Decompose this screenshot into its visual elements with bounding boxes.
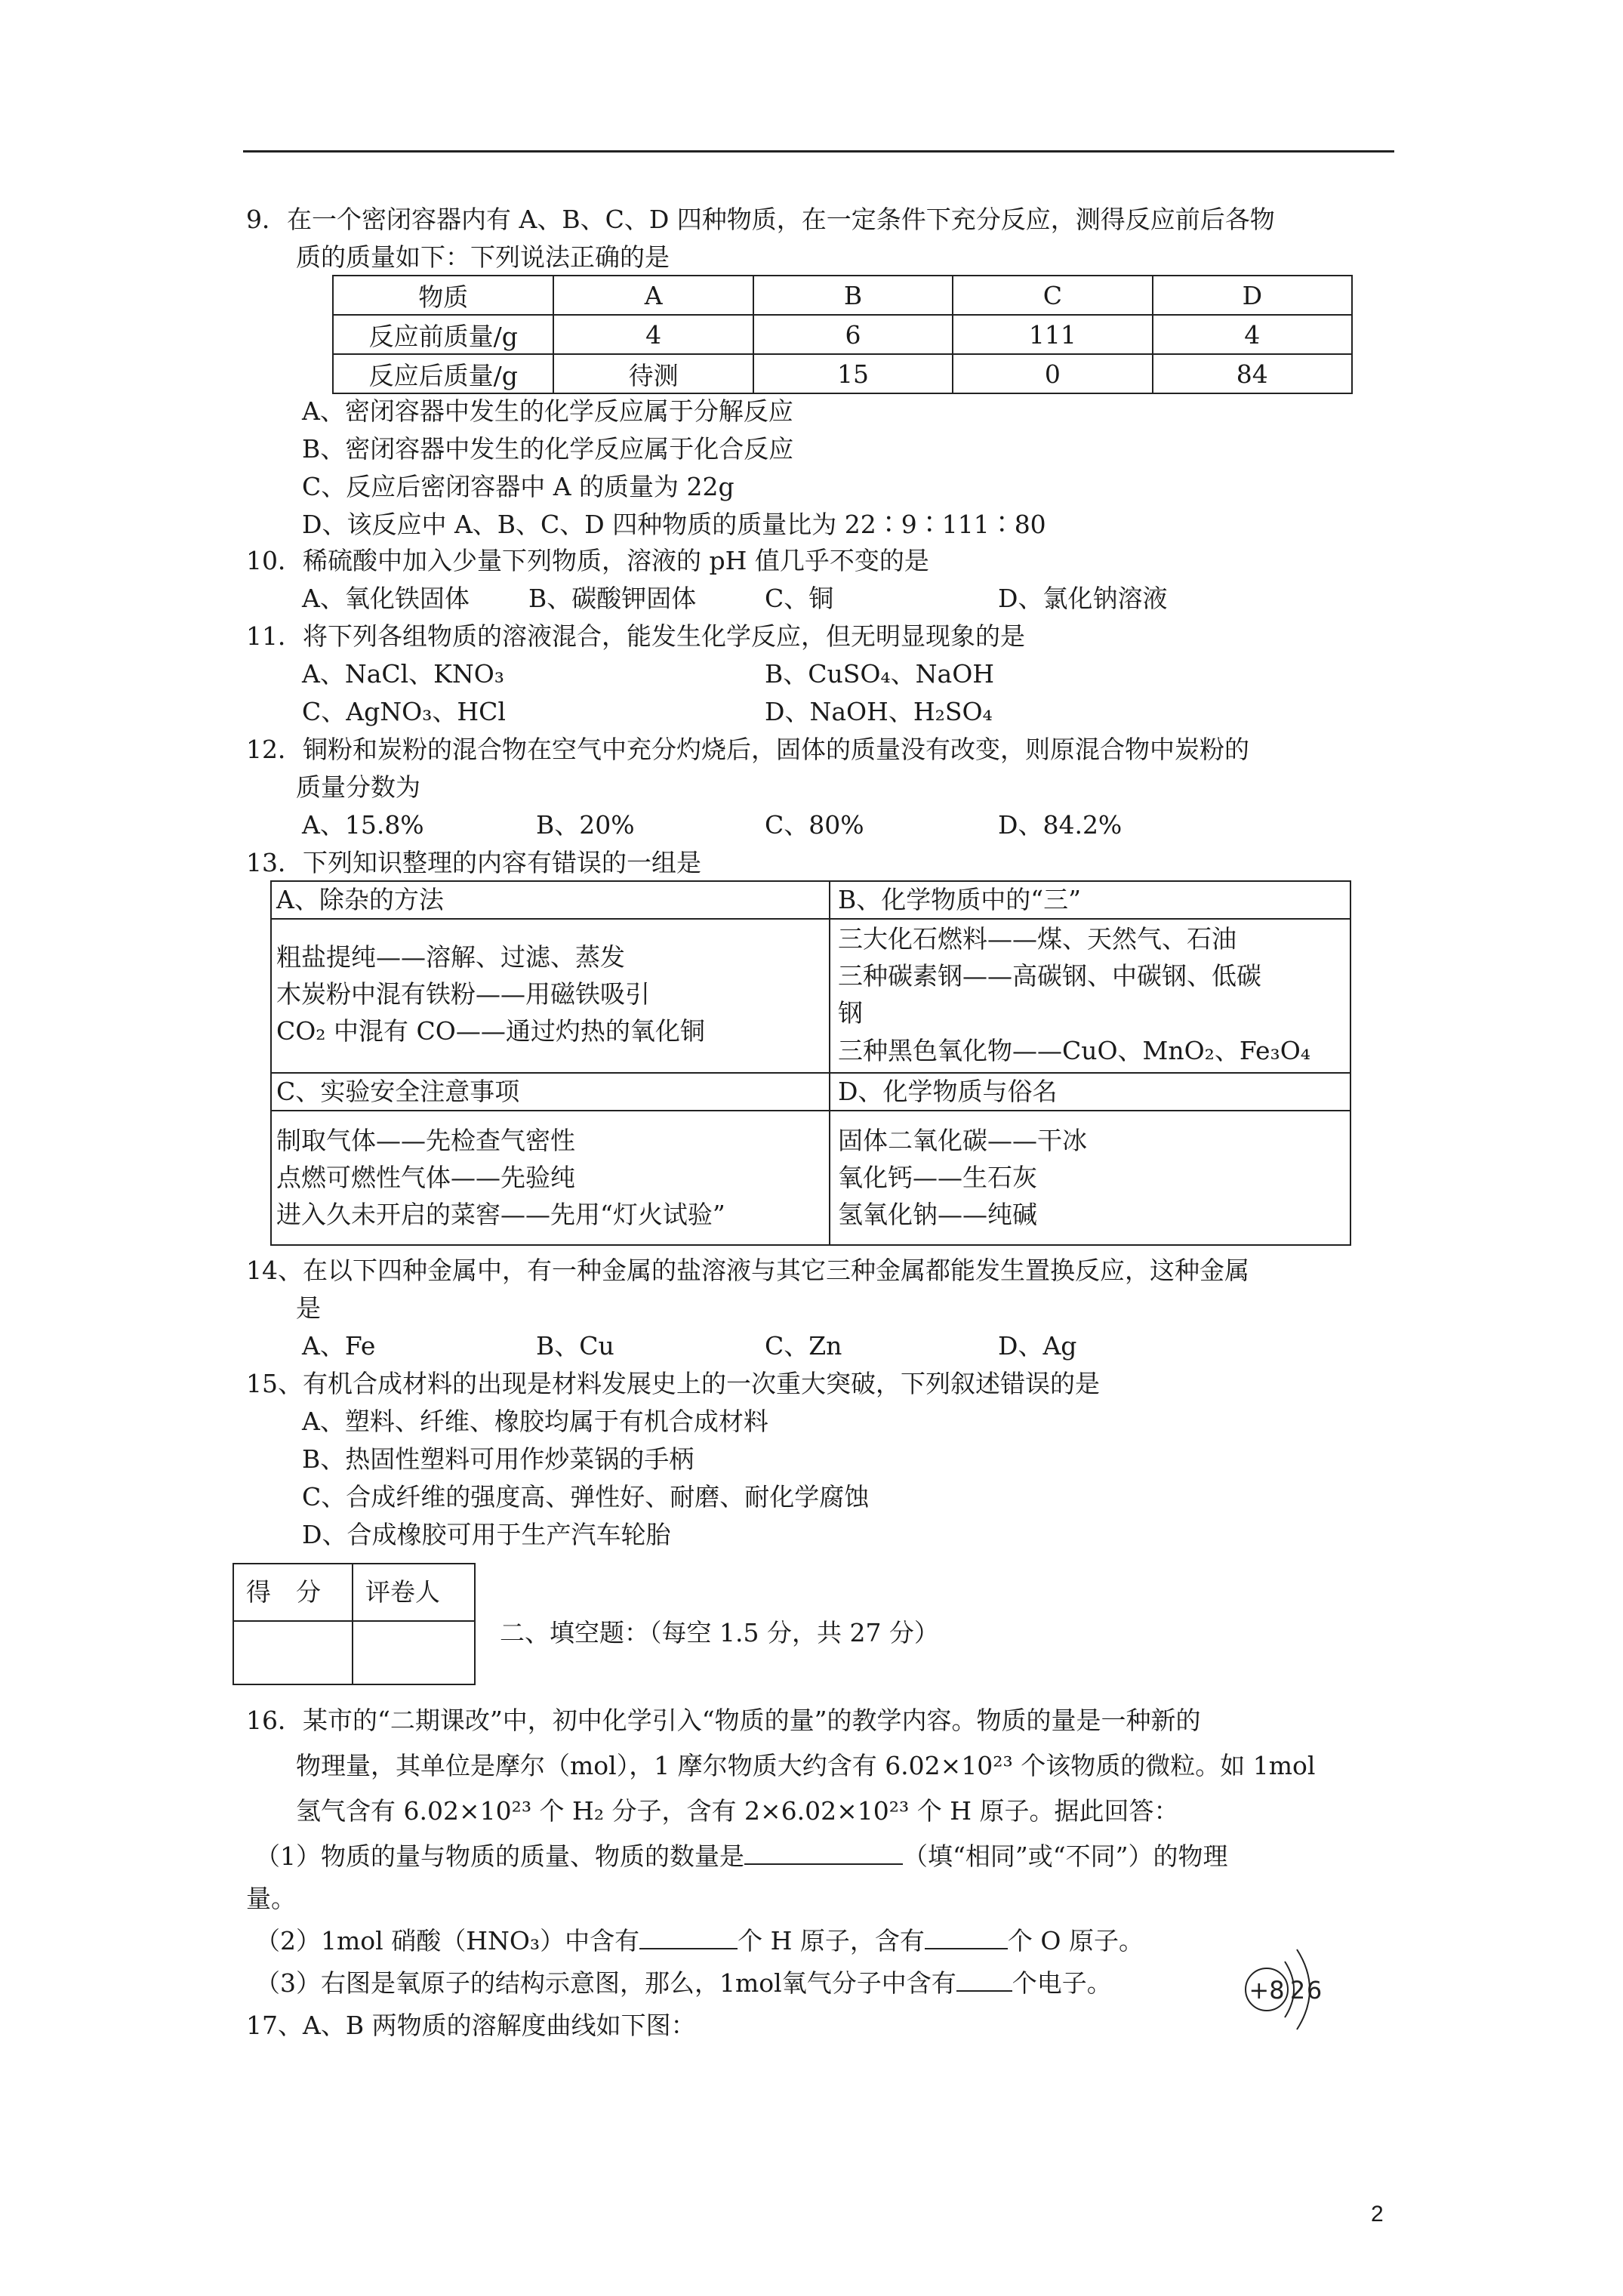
table-cell: 6 — [753, 315, 953, 354]
q15-option-c: C、合成纤维的强度高、弹性好、耐磨、耐化学腐蚀 — [302, 1482, 870, 1512]
table-cell: 反应后质量/g — [333, 354, 553, 393]
table-cell: 0 — [953, 354, 1152, 393]
header-rule — [243, 150, 1394, 153]
q13-cell-b-line: 三种黑色氧化物——CuO、MnO₂、Fe₃O₄ — [838, 1036, 1311, 1065]
q12-option-d: D、84.2% — [998, 810, 1123, 840]
q11-stem: 11．将下列各组物质的溶液混合，能发生化学反应，但无明显现象的是 — [246, 621, 1025, 651]
q16-part2-text: 个 H 原子，含有 — [738, 1926, 925, 1955]
q14-option-a: A、Fe — [302, 1331, 376, 1361]
table-cell: 111 — [953, 315, 1152, 354]
q16-part2-text: （2）1mol 硝酸（HNO₃）中含有 — [255, 1926, 640, 1955]
table-header-row — [333, 276, 1352, 315]
q12-option-c: C、80% — [765, 810, 864, 840]
table-header-cell: A — [553, 276, 753, 315]
q14-line2: 是 — [296, 1293, 321, 1323]
q13-cell-b-line: 钢 — [838, 998, 863, 1028]
q10-option-b: B、碳酸钾固体 — [528, 584, 697, 613]
grader-input[interactable] — [358, 1629, 468, 1675]
q13-cell-b-line: 三种碳素钢——高碳钢、中碳钢、低碳 — [838, 961, 1261, 991]
q10-option-a: A、氧化铁固体 — [302, 584, 470, 613]
q13-divider — [270, 1110, 1350, 1111]
q16-line2: 物理量，其单位是摩尔（mol），1 摩尔物质大约含有 6.02×10²³ 个该物质的微粒。如 1mol — [296, 1751, 1316, 1780]
q13-cell-c-line: 点燃可燃性气体——先验纯 — [276, 1163, 575, 1192]
q13-cell-c-line: 进入久未开启的菜窖——先用“灯火试验” — [276, 1200, 725, 1229]
q16-part3-text: （3）右图是氧原子的结构示意图，那么，1mol氧气分子中含有 — [255, 1968, 956, 1998]
grader-label: 评卷人 — [365, 1577, 440, 1607]
score-input[interactable] — [249, 1629, 347, 1675]
q16-part2-text: 个 O 原子。 — [1007, 1926, 1144, 1955]
q15-option-a: A、塑料、纤维、橡胶均属于有机合成材料 — [302, 1407, 768, 1436]
table-row — [333, 315, 1352, 354]
q13-divider — [270, 918, 1350, 920]
q16-part3 — [255, 1965, 1112, 2002]
table-cell: 84 — [1153, 354, 1352, 393]
table-cell: 4 — [553, 315, 753, 354]
shell1-electrons: 2 — [1289, 1976, 1306, 2005]
q15-option-d: D、合成橡胶可用于生产汽车轮胎 — [302, 1520, 671, 1549]
q9-option-b: B、密闭容器中发生的化学反应属于化合反应 — [302, 434, 794, 464]
q11-option-c: C、AgNO₃、HCl — [302, 697, 506, 726]
q17-stem: 17、A、B 两物质的溶解度曲线如下图： — [246, 2011, 696, 2040]
table-header-cell: C — [953, 276, 1152, 315]
q12-line1: 12．铜粉和炭粉的混合物在空气中充分灼烧后，固体的质量没有改变，则原混合物中炭粉的 — [246, 735, 1249, 764]
q16-part1-cont: 量。 — [246, 1884, 296, 1913]
oxygen-atom-diagram — [1238, 1933, 1329, 2046]
q10-option-d: D、氯化钠溶液 — [998, 584, 1168, 613]
table-cell: 待测 — [553, 354, 753, 393]
q13-cell-d-line: 固体二氧化碳——干冰 — [838, 1126, 1087, 1155]
q13-cell-d-line: 氧化钙——生石灰 — [838, 1163, 1037, 1192]
q9-mass-table — [332, 275, 1353, 394]
q13-cell-a-line: 粗盐提纯——溶解、过滤、蒸发 — [276, 942, 625, 972]
table-row — [333, 354, 1352, 393]
nucleus-charge: +8 — [1249, 1976, 1285, 2005]
q13-cell-a-line: 木炭粉中混有铁粉——用磁铁吸引 — [276, 979, 650, 1009]
q13-cell-a-line: CO₂ 中混有 CO——通过灼热的氧化铜 — [276, 1016, 705, 1046]
q16-part2 — [255, 1922, 1144, 1960]
q9-line2: 质的质量如下：下列说法正确的是 — [296, 242, 670, 272]
q9-option-a: A、密闭容器中发生的化学反应属于分解反应 — [302, 396, 793, 426]
answer-blank[interactable] — [925, 1922, 1008, 1949]
q13-stem: 13．下列知识整理的内容有错误的一组是 — [246, 848, 701, 877]
score-label: 得 分 — [246, 1577, 321, 1607]
q9-option-d: D、该反应中 A、B、C、D 四种物质的质量比为 22∶9∶111∶80 — [302, 510, 1046, 539]
answer-blank[interactable] — [639, 1922, 738, 1949]
q16-part3-text: 个电子。 — [1012, 1968, 1112, 1998]
section2-title: 二、填空题：（每空 1.5 分，共 27 分） — [500, 1618, 939, 1647]
q10-stem: 10．稀硫酸中加入少量下列物质，溶液的 pH 值几乎不变的是 — [246, 546, 929, 575]
q13-divider — [829, 880, 830, 1244]
answer-blank[interactable] — [744, 1838, 903, 1865]
q12-option-a: A、15.8% — [302, 810, 424, 840]
q11-option-d: D、NaOH、H₂SO₄ — [765, 697, 993, 726]
q15-option-b: B、热固性塑料可用作炒菜锅的手柄 — [302, 1444, 694, 1474]
q14-line1: 14、在以下四种金属中，有一种金属的盐溶液与其它三种金属都能发生置换反应，这种金属 — [246, 1256, 1249, 1285]
q14-option-d: D、Ag — [998, 1331, 1077, 1361]
q10-option-c: C、铜 — [765, 584, 834, 613]
table-header-cell: 物质 — [333, 276, 553, 315]
q12-line2: 质量分数为 — [296, 772, 420, 802]
table-cell: 15 — [753, 354, 953, 393]
table-cell: 反应前质量/g — [333, 315, 553, 354]
q13-cell-c-line: 制取气体——先检查气密性 — [276, 1126, 575, 1155]
table-cell: 4 — [1153, 315, 1352, 354]
q16-line1: 16．某市的“二期课改”中，初中化学引入“物质的量”的教学内容。物质的量是一种新的 — [246, 1706, 1201, 1735]
page-number: 2 — [1371, 2202, 1384, 2227]
q16-line3: 氢气含有 6.02×10²³ 个 H₂ 分子，含有 2×6.02×10²³ 个 H 原子。据此回答： — [296, 1796, 1179, 1826]
q9-option-c: C、反应后密闭容器中 A 的质量为 22g — [302, 472, 735, 501]
q15-stem: 15、有机合成材料的出现是材料发展史上的一次重大突破，下列叙述错误的是 — [246, 1369, 1100, 1398]
q11-option-a: A、NaCl、KNO₃ — [302, 659, 504, 689]
shell2-electrons: 6 — [1306, 1976, 1323, 2005]
q16-part1-text: （填“相同”或“不同”）的物理 — [903, 1841, 1228, 1871]
q13-cell-c-title: C、实验安全注意事项 — [276, 1077, 520, 1106]
q14-option-b: B、Cu — [536, 1331, 614, 1361]
q9-line1: 9．在一个密闭容器内有 A、B、C、D 四种物质，在一定条件下充分反应，测得反应前后各物 — [246, 205, 1275, 234]
table-header-cell: B — [753, 276, 953, 315]
score-box-divider — [233, 1620, 474, 1622]
q11-option-b: B、CuSO₄、NaOH — [765, 659, 995, 689]
q13-cell-d-line: 氢氧化钠——纯碱 — [838, 1200, 1037, 1229]
table-header-cell: D — [1153, 276, 1352, 315]
q16-part1 — [255, 1838, 1227, 1875]
q13-cell-a-title: A、除杂的方法 — [276, 885, 444, 914]
q13-cell-b-line: 三大化石燃料——煤、天然气、石油 — [838, 924, 1236, 954]
q13-cell-b-title: B、化学物质中的“三” — [838, 885, 1081, 914]
score-box-divider — [352, 1563, 353, 1684]
q16-part1-text: （1）物质的量与物质的质量、物质的数量是 — [255, 1841, 744, 1871]
q13-cell-d-title: D、化学物质与俗名 — [838, 1077, 1058, 1106]
answer-blank[interactable] — [956, 1965, 1012, 1992]
q14-option-c: C、Zn — [765, 1331, 842, 1361]
q12-option-b: B、20% — [536, 810, 635, 840]
